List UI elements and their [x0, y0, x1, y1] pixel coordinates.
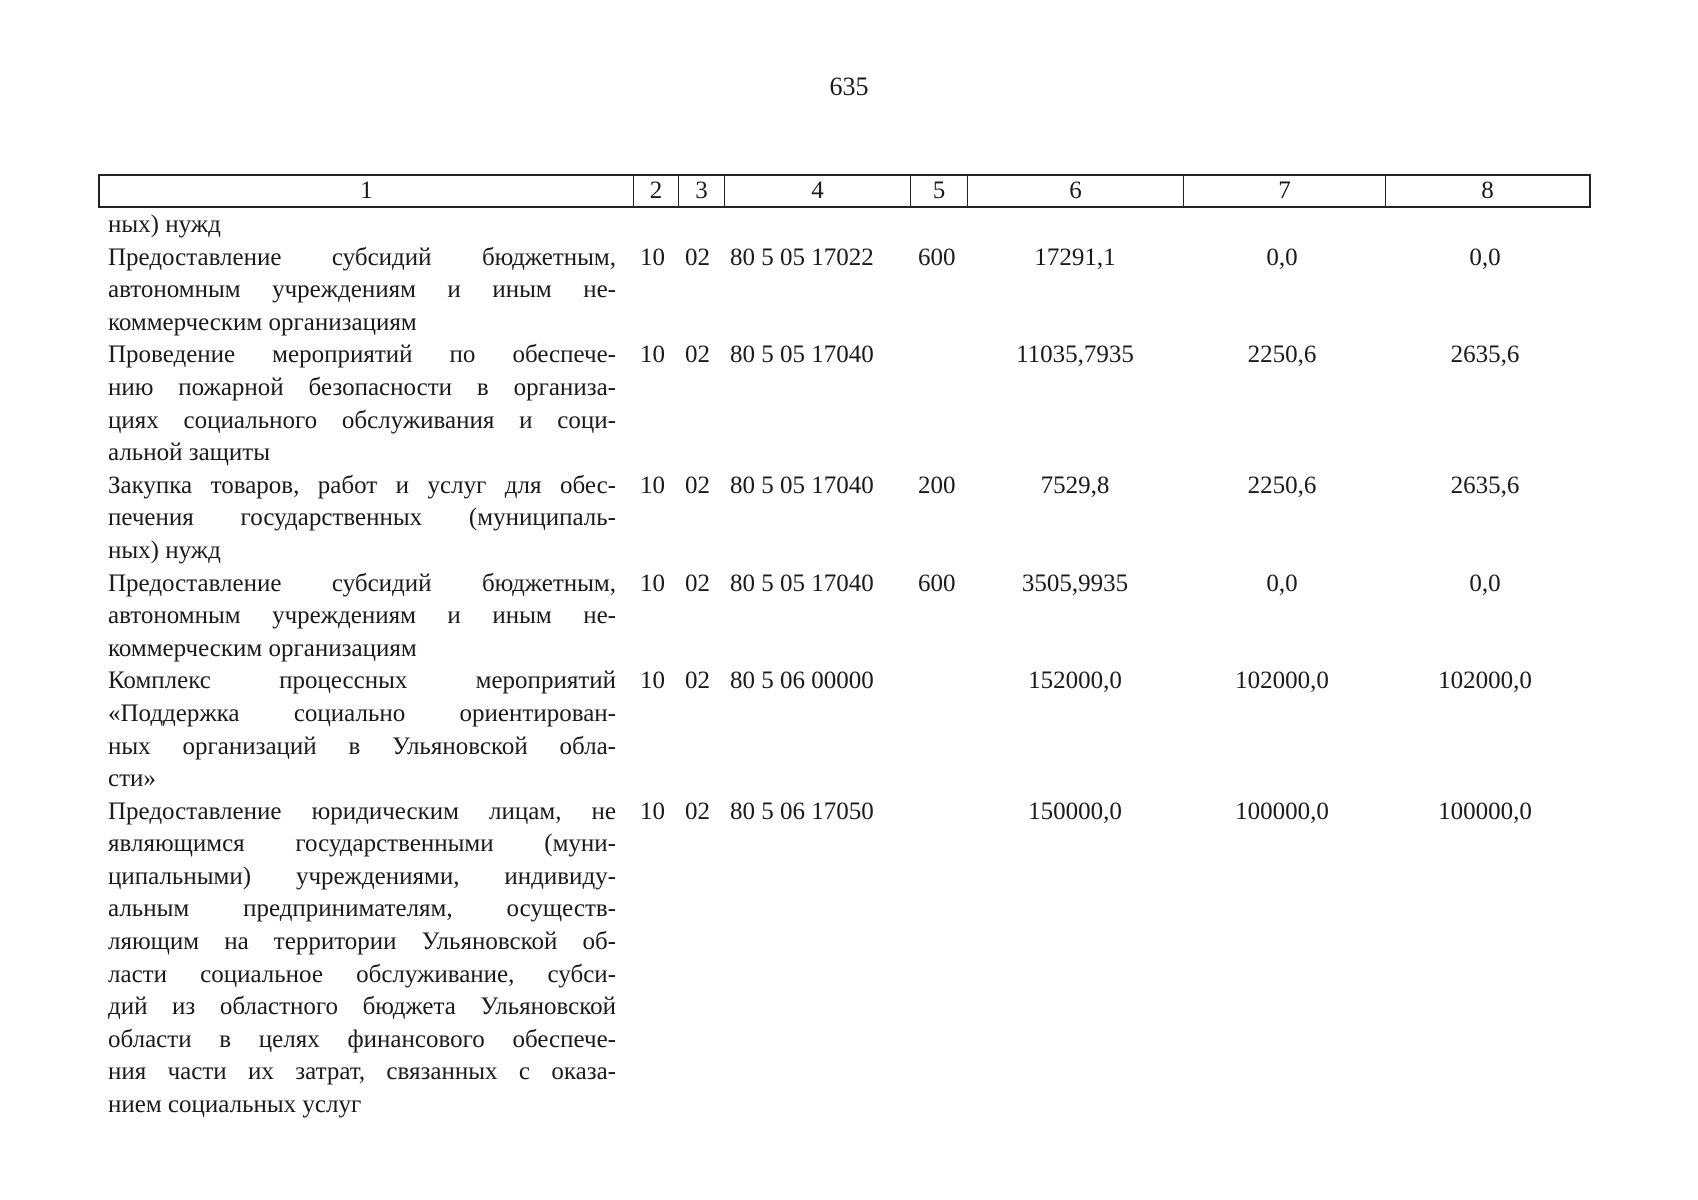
row-description [108, 339, 616, 469]
description-line: ципальными) учреждениями, индивиду- [108, 862, 616, 890]
cell-col-3: 02 [685, 569, 710, 597]
cell-col-7: 102000,0 [1235, 667, 1329, 695]
description-line: ных) нужд [108, 536, 221, 564]
table-row [0, 568, 1698, 666]
cell-col-7: 0,0 [1266, 243, 1298, 271]
description-line: Предоставление субсидий бюджетным, [108, 569, 616, 597]
cell-col-4: 80 5 06 00000 [730, 667, 874, 695]
cell-col-3: 02 [685, 341, 710, 369]
cell-col-8: 2635,6 [1450, 471, 1520, 499]
cell-col-8: 2635,6 [1450, 341, 1520, 369]
row-description [108, 209, 616, 242]
description-line: автономным учреждениям и иным не- [108, 276, 616, 304]
description-line: Комплекс процессных мероприятий [108, 667, 616, 695]
description-line: печения государственных (муниципаль- [108, 504, 616, 532]
column-header-row [98, 174, 1591, 208]
column-header-2: 2 [633, 176, 678, 206]
description-line: автономным учреждениям и иным не- [108, 602, 616, 630]
cell-col-4: 80 5 05 17022 [730, 243, 874, 271]
cell-col-2: 10 [640, 667, 665, 695]
cell-col-4: 80 5 05 17040 [730, 569, 874, 597]
description-line: ных организаций в Ульяновской обла- [108, 732, 616, 760]
cell-col-7: 100000,0 [1235, 797, 1329, 825]
table-row [0, 209, 1698, 242]
column-header-1: 1 [360, 177, 373, 204]
cell-col-5: 600 [918, 569, 956, 597]
description-line: Предоставление юридическим лицам, не [108, 797, 616, 825]
table-row [0, 339, 1698, 469]
table-body [0, 209, 1698, 1122]
cell-col-4: 80 5 06 17050 [730, 797, 874, 825]
cell-col-4: 80 5 05 17040 [730, 471, 874, 499]
description-line: Закупка товаров, работ и услуг для обес- [108, 471, 616, 499]
cell-col-8: 100000,0 [1438, 797, 1532, 825]
cell-col-6: 3505,9935 [1021, 569, 1129, 597]
description-line: нию пожарной безопасности в организа- [108, 373, 616, 401]
description-line: ляющим на территории Ульяновской об- [108, 928, 616, 956]
column-header-8: 8 [1385, 176, 1589, 206]
cell-col-6: 7529,8 [1040, 471, 1110, 499]
cell-col-6: 17291,1 [1034, 243, 1116, 271]
row-description [108, 665, 616, 795]
cell-col-6: 152000,0 [1028, 667, 1122, 695]
description-line: ласти социальное обслуживание, субси- [108, 960, 616, 988]
cell-col-6: 150000,0 [1028, 797, 1122, 825]
column-header-5: 5 [910, 176, 967, 206]
description-line: являющимся государственными (муни- [108, 830, 616, 858]
cell-col-8: 0,0 [1469, 243, 1501, 271]
row-description [108, 568, 616, 666]
cell-col-6: 11035,7935 [1016, 341, 1134, 369]
cell-col-2: 10 [640, 471, 665, 499]
cell-col-5: 200 [918, 471, 956, 499]
description-line: нием социальных услуг [108, 1091, 362, 1119]
column-header-7: 7 [1183, 176, 1385, 206]
table-row [0, 665, 1698, 795]
description-line: области в целях финансового обеспече- [108, 1025, 616, 1053]
cell-col-5: 600 [918, 243, 956, 271]
description-line: ния части их затрат, связанных с оказа- [108, 1058, 616, 1086]
description-line: «Поддержка социально ориентирован- [108, 699, 616, 727]
description-line: Предоставление субсидий бюджетным, [108, 243, 616, 271]
cell-col-3: 02 [685, 797, 710, 825]
description-line: сти» [108, 765, 156, 793]
cell-col-2: 10 [640, 797, 665, 825]
description-line: дий из областного бюджета Ульяновской [108, 993, 616, 1021]
cell-col-7: 0,0 [1266, 569, 1298, 597]
cell-col-3: 02 [685, 667, 710, 695]
column-header-3: 3 [678, 176, 724, 206]
page-number: 635 [829, 72, 869, 101]
cell-col-3: 02 [685, 471, 710, 499]
description-line: циях социального обслуживания и соци- [108, 406, 616, 434]
table-row [0, 470, 1698, 568]
cell-col-8: 0,0 [1469, 569, 1501, 597]
cell-col-7: 2250,6 [1247, 471, 1317, 499]
cell-col-2: 10 [640, 341, 665, 369]
cell-col-3: 02 [685, 243, 710, 271]
description-line: ных) нужд [108, 211, 221, 238]
description-line: коммерческим организациям [108, 308, 417, 336]
description-line: Проведение мероприятий по обеспече- [108, 341, 616, 369]
cell-col-2: 10 [640, 243, 665, 271]
table-row [0, 796, 1698, 1122]
cell-col-7: 2250,6 [1247, 341, 1317, 369]
table-row [0, 242, 1698, 340]
description-line: альным предпринимателям, осуществ- [108, 895, 616, 923]
row-description [108, 470, 616, 568]
row-description [108, 796, 616, 1122]
description-line: альной защиты [108, 439, 271, 467]
description-line: коммерческим организациям [108, 634, 417, 662]
cell-col-2: 10 [640, 569, 665, 597]
column-header-4: 4 [724, 176, 910, 206]
cell-col-4: 80 5 05 17040 [730, 341, 874, 369]
cell-col-8: 102000,0 [1438, 667, 1532, 695]
column-header-6: 6 [967, 176, 1183, 206]
row-description [108, 242, 616, 340]
